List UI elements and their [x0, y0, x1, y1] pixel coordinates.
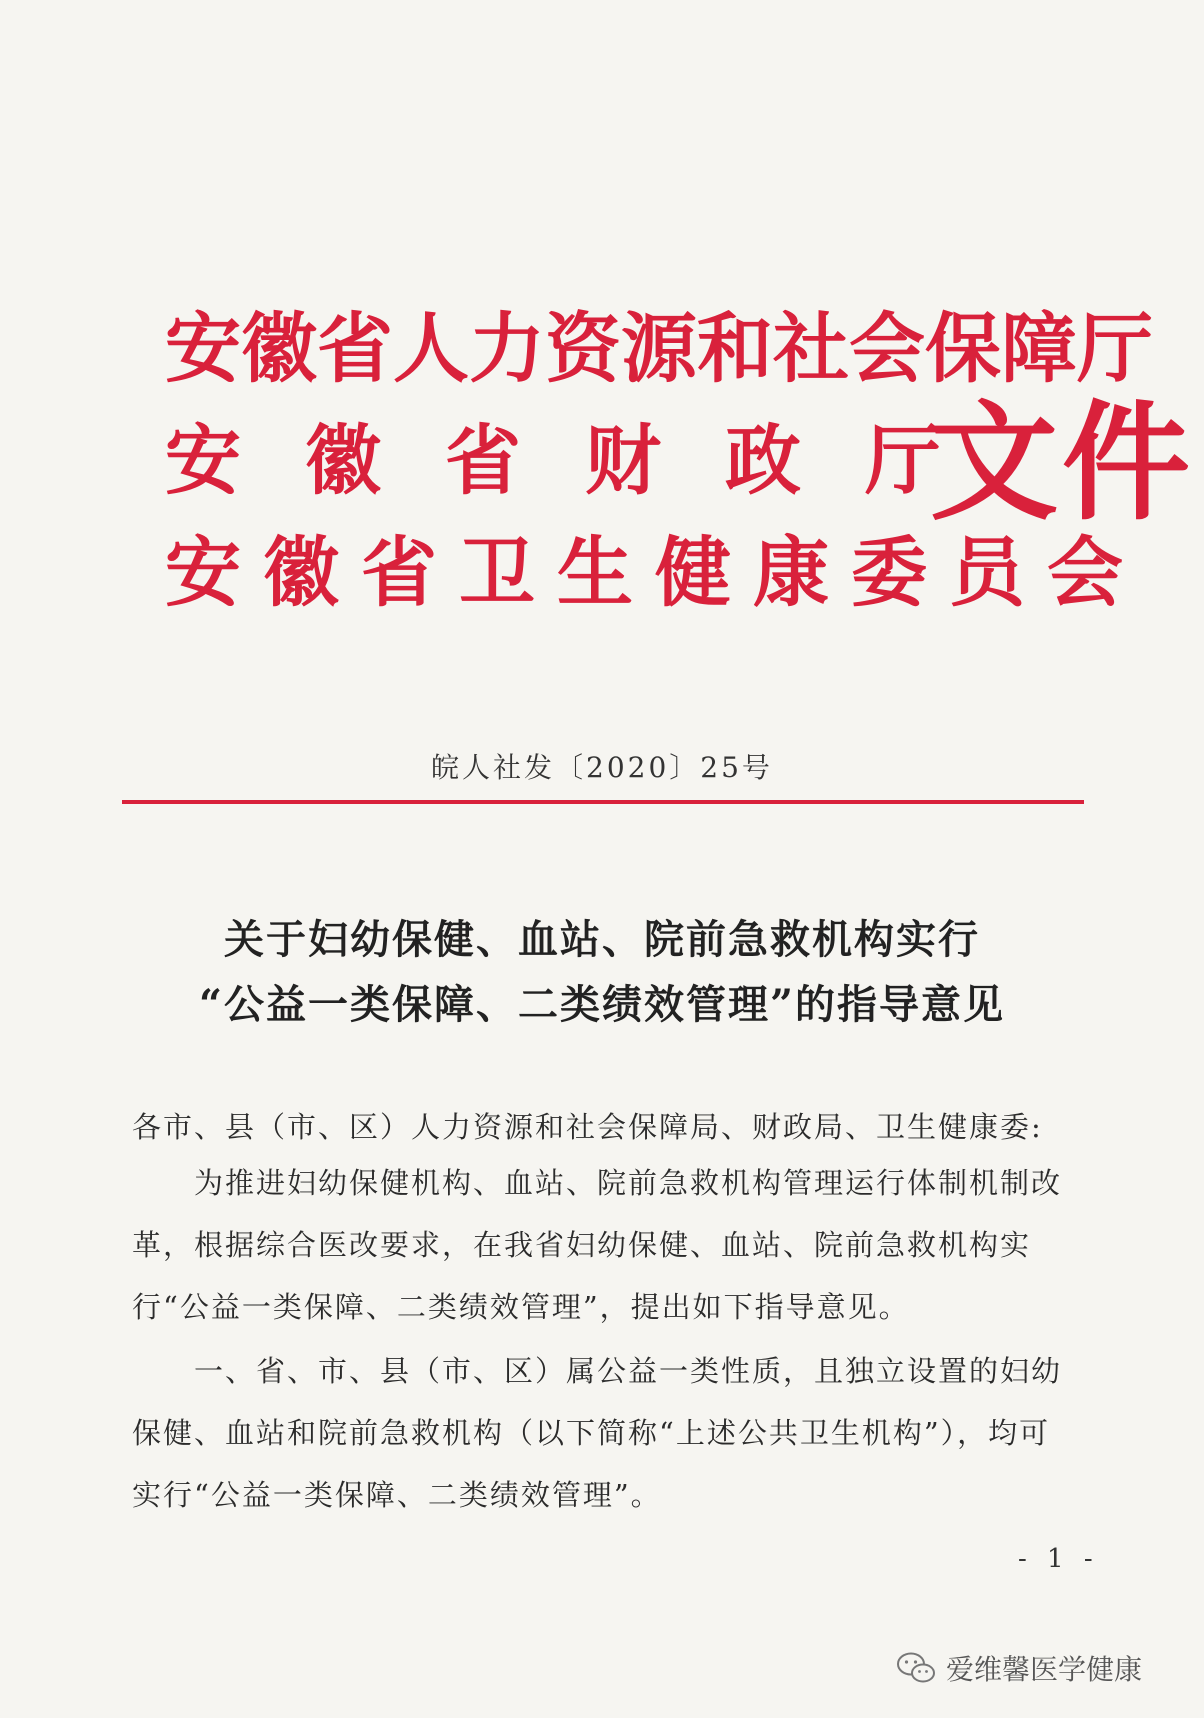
issuer-line-health: 安徽省卫生健康委员会	[165, 528, 1145, 617]
title-line-2: “公益一类保障、二类绩效管理”的指导意见	[198, 981, 1005, 1028]
issuer-line-finance: 安徽省财政厅	[165, 416, 1005, 505]
watermark-text: 爱维馨医学健康	[946, 1653, 1143, 1686]
addressee: 各市、县（市、区）人力资源和社会保障局、财政局、卫生健康委:	[132, 1110, 1043, 1144]
title-line-1: 关于妇幼保健、血站、院前急救机构实行	[224, 916, 980, 963]
issuer-line-hrss: 安徽省人力资源和社会保障厅	[165, 304, 1153, 393]
red-divider	[122, 800, 1084, 804]
paragraph-intro: 为推进妇幼保健机构、血站、院前急救机构管理运行体制机制改革，根据综合医改要求，在我省妇幼保健、血站、院前急救机构实行“公益一类保障、二类绩效管理”，提出如下指导意见。	[132, 1166, 1063, 1324]
paragraph-item-1: 一、省、市、县（市、区）属公益一类性质，且独立设置的妇幼保健、血站和院前急救机构（以下简称“上述公共卫生机构”），均可实行“公益一类保障、二类绩效管理”。	[132, 1354, 1063, 1512]
document-number: 皖人社发〔2020〕25号	[431, 751, 773, 784]
watermark	[896, 1648, 1142, 1688]
document-label: 文件	[930, 388, 1195, 538]
wechat-icon	[896, 1651, 936, 1685]
page-number: - 1 -	[1018, 1544, 1099, 1574]
